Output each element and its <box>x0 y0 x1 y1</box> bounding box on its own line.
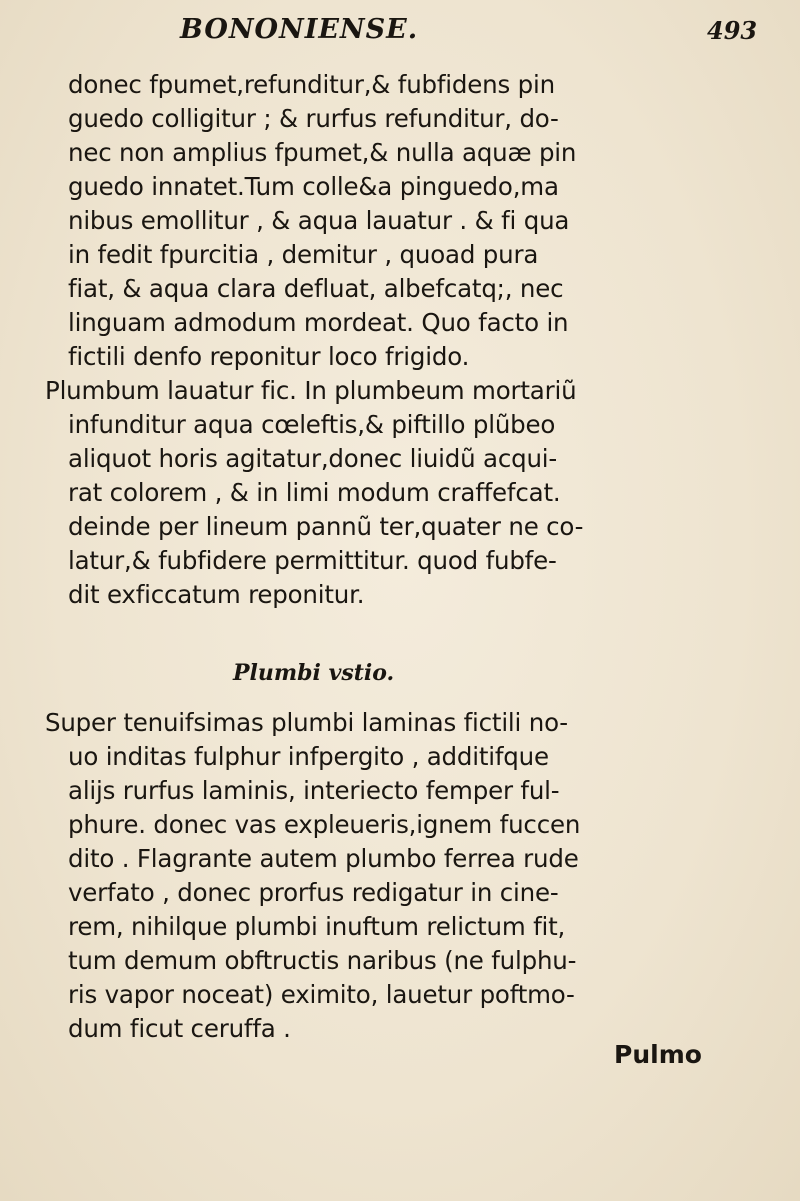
text-line: fiat, & aqua clara defluat, albefcatq;, nec <box>68 274 564 303</box>
text-line: infunditur aqua cœleftis,& piftillo plũbeo <box>68 410 556 439</box>
text-line: verfato , donec prorfus redigatur in cine- <box>68 878 559 907</box>
text-line: Plumbum lauatur fic. In plumbeum mortariũ <box>45 376 577 405</box>
text-line: linguam admodum mordeat. Quo facto in <box>68 308 569 337</box>
text-line: nibus emollitur , & aqua lauatur . & fi qua <box>68 206 570 235</box>
text-line: aliquot horis agitatur,donec liuidũ acqui- <box>68 444 558 473</box>
text-line: dum ficut ceruffa . <box>68 1014 291 1043</box>
page-number: 493 <box>707 16 758 45</box>
text-line: rem, nihilque plumbi inuftum relictum fit, <box>68 912 566 941</box>
text-line: latur,& fubfidere permittitur. quod fubfe- <box>68 546 557 575</box>
text-line: tum demum obftructis naribus (ne fulphu- <box>68 946 577 975</box>
text-line: guedo colligitur ; & rurfus refunditur, do- <box>68 104 559 133</box>
catchword: Pulmo <box>614 1040 702 1069</box>
text-line: rat colorem , & in limi modum craffefcat. <box>68 478 561 507</box>
running-head: BONONIENSE. <box>180 14 419 45</box>
text-line: uo inditas fulphur infpergito , additifque <box>68 742 549 771</box>
text-line: deinde per lineum pannũ ter,quater ne co- <box>68 512 584 541</box>
text-line: nec non amplius fpumet,& nulla aquæ pin <box>68 138 577 167</box>
text-line: Super tenuifsimas plumbi laminas fictili no- <box>45 708 568 737</box>
text-line: in fedit fpurcitia , demitur , quoad pura <box>68 240 539 269</box>
text-line: donec fpumet,refunditur,& fubfidens pin <box>68 70 555 99</box>
text-line: guedo innatet.Tum colle&a pinguedo,ma <box>68 172 559 201</box>
text-line: phure. donec vas expleueris,ignem fuccen <box>68 810 581 839</box>
text-line: alijs rurfus laminis, interiecto femper ful- <box>68 776 560 805</box>
section-heading: Plumbi vstio. <box>233 660 395 686</box>
text-line: dit exficcatum reponitur. <box>68 580 365 609</box>
text-line: dito . Flagrante autem plumbo ferrea rude <box>68 844 579 873</box>
text-line: fictili denfo reponitur loco frigido. <box>68 342 470 371</box>
text-line: ris vapor noceat) eximito, lauetur poftmo- <box>68 980 575 1009</box>
